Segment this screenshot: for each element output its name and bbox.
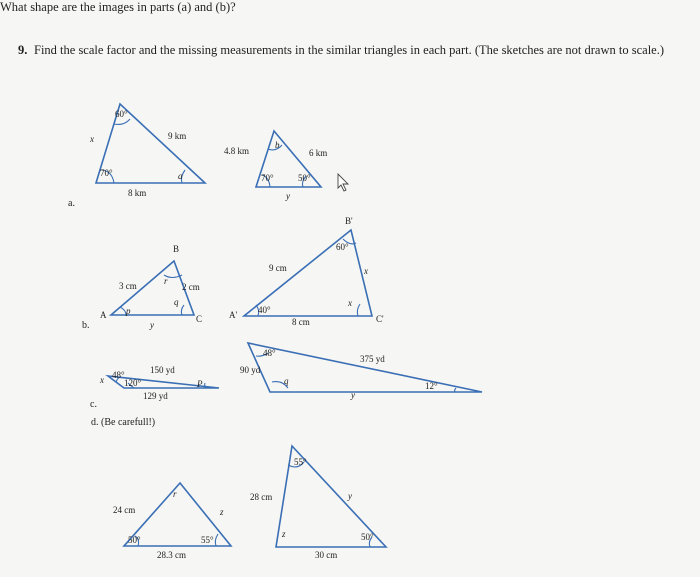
previous-question: What shape are the images in parts (a) and (b)?	[0, 0, 236, 14]
b-right-vertex-A-prime: A'	[229, 310, 238, 320]
b-left-base-y: y	[150, 320, 154, 330]
b-right-base: 8 cm	[292, 317, 310, 327]
c-right-angle-12: 12°	[425, 381, 438, 391]
c-left-side-top: 150 yd	[150, 365, 175, 375]
a-left-angle-a: a	[178, 171, 183, 181]
b-left-angle-r: r	[164, 276, 168, 286]
d-right-angle-top: 55°	[294, 457, 307, 467]
d-left-side-left: 24 cm	[113, 505, 136, 515]
d-right-angle-z: z	[282, 529, 286, 539]
b-right-side-x: x	[364, 266, 368, 276]
part-b-left-triangle	[100, 244, 202, 330]
b-left-vertex-A: A	[100, 310, 107, 320]
b-left-vertex-B: B	[173, 244, 180, 254]
part-b-label: b.	[82, 320, 90, 331]
b-right-angle-top: 60°	[336, 242, 349, 252]
b-left-angle-p: p	[126, 306, 131, 316]
c-left-angle-P: P	[197, 379, 203, 389]
d-right-side-left: 28 cm	[250, 492, 273, 502]
part-d-label: d. (Be carefull!)	[91, 417, 156, 428]
part-a-label: a.	[68, 198, 75, 209]
part-c-label: c.	[90, 399, 97, 410]
c-right-angle-q: q	[284, 376, 289, 386]
b-left-angle-q: q	[174, 297, 179, 307]
a-left-angle-left: 70°	[100, 168, 113, 178]
d-left-angle-left: 50°	[128, 535, 141, 545]
c-left-angle-120: 120°	[124, 378, 142, 388]
c-left-base: 129 yd	[143, 391, 168, 401]
b-left-side-right: 2 cm	[182, 282, 200, 292]
b-right-angle-x: x	[348, 298, 352, 308]
part-c-left-triangle	[99, 365, 219, 401]
b-right-angle-left: 40°	[258, 305, 271, 315]
a-right-side-right: 6 km	[309, 148, 328, 158]
part-a-left-triangle	[89, 104, 205, 198]
d-left-base: 28.3 cm	[157, 550, 186, 560]
c-right-side-top: 375 yd	[360, 354, 385, 364]
a-right-side-left: 4.8 km	[224, 146, 250, 156]
part-b-right-triangle	[229, 216, 384, 327]
d-left-angle-right: 55°	[201, 535, 214, 545]
d-left-angle-r: r	[173, 489, 177, 499]
c-right-base-y: y	[351, 390, 355, 400]
a-right-angle-b: b	[275, 140, 280, 150]
a-right-angle-left: 70°	[261, 173, 274, 183]
question-text: Find the scale factor and the missing measurements in the similar triangles in each part. (The sketches are not drawn to scale.)	[34, 43, 664, 57]
part-d-right-triangle	[250, 446, 386, 560]
d-right-side-y: y	[348, 491, 352, 501]
c-left-angle-48: 48°	[112, 370, 125, 380]
a-left-side-x: x	[90, 134, 94, 144]
a-left-angle-top: 60°	[115, 109, 128, 119]
a-left-base: 8 km	[128, 188, 147, 198]
d-right-base: 30 cm	[315, 550, 338, 560]
part-a-right-triangle	[224, 131, 327, 201]
b-right-vertex-C-prime: C'	[376, 314, 384, 324]
question-number: 9.	[18, 43, 28, 57]
a-right-base-y: y	[286, 191, 290, 201]
b-right-side-left: 9 cm	[269, 263, 287, 273]
d-left-side-z: z	[220, 507, 224, 517]
d-right-angle-right: 50°	[361, 532, 374, 542]
a-right-angle-right: 50°	[298, 173, 311, 183]
b-left-vertex-C: C	[196, 314, 203, 324]
b-right-vertex-B-prime: B'	[345, 216, 353, 226]
b-left-side-left: 3 cm	[119, 281, 137, 291]
c-right-side-left: 90 yd	[240, 365, 261, 375]
part-d-left-triangle	[113, 483, 231, 560]
mouse-pointer-icon	[338, 174, 348, 191]
c-right-angle-top: 48°	[263, 348, 276, 358]
a-left-side-right: 9 km	[168, 131, 187, 141]
c-left-side-x: x	[100, 375, 104, 385]
part-c-right-triangle	[240, 343, 482, 400]
